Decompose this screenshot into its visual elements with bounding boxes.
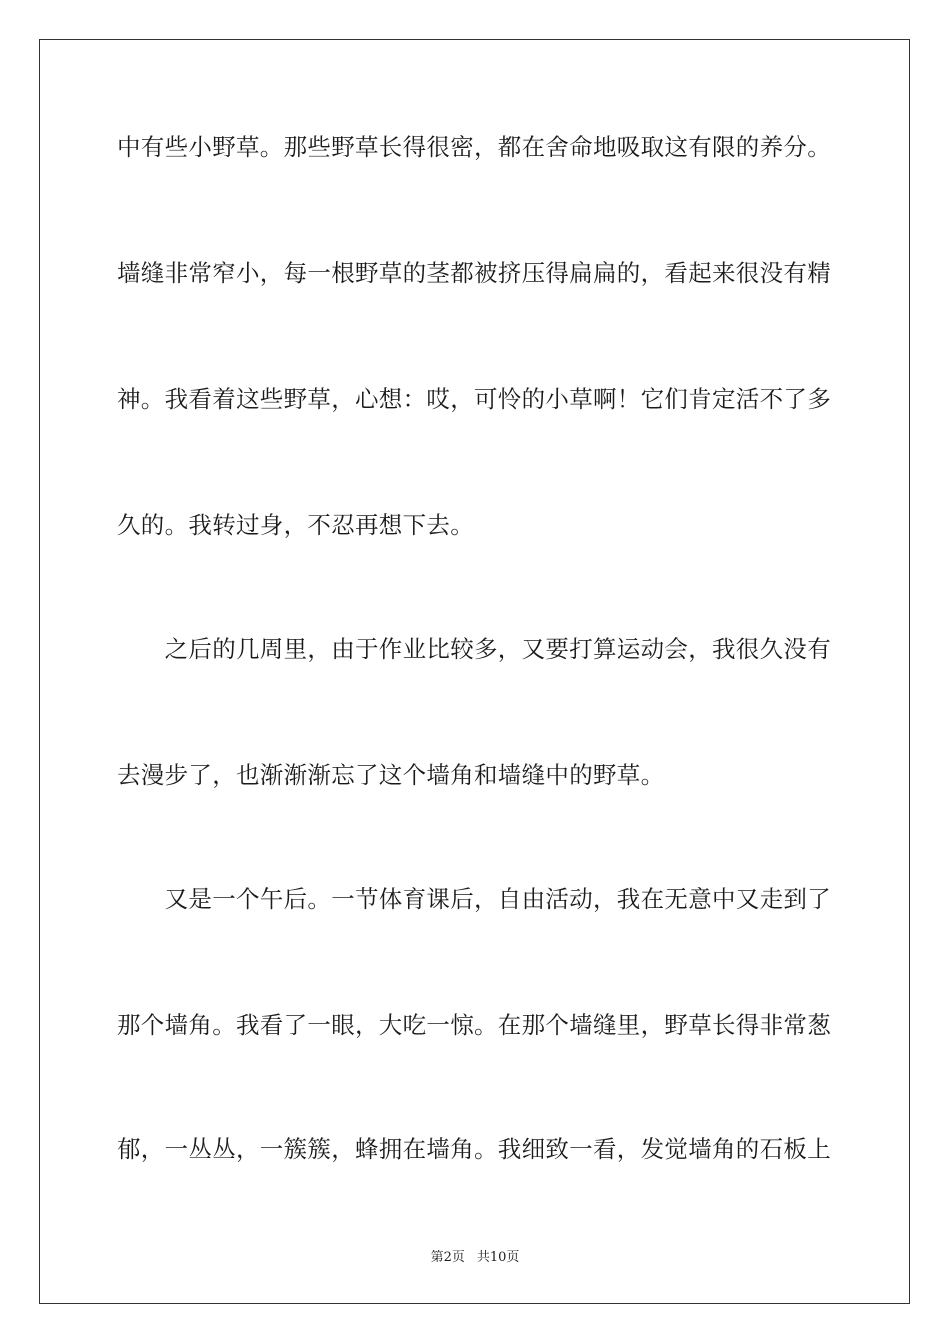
paragraph-start-line: 之后的几周里，由于作业比较多，又要打算运动会，我很久没有: [117, 635, 831, 663]
text-line: 那个墙角。我看了一眼，大吃一惊。在那个墙缝里，野草长得非常葱: [117, 1011, 831, 1039]
page-total: 共10页: [476, 1250, 520, 1265]
paragraph-start-line: 又是一个午后。一节体育课后，自由活动，我在无意中又走到了: [117, 885, 831, 913]
text-line: 去漫步了，也渐渐渐忘了这个墙角和墙缝中的野草。: [117, 761, 665, 789]
page-border: [39, 39, 910, 1304]
text-line: 神。我看着这些野草，心想：哎，可怜的小草啊！它们肯定活不了多: [117, 385, 831, 413]
text-line: 久的。我转过身，不忍再想下去。: [117, 511, 474, 539]
page-number: 第2页: [430, 1250, 465, 1265]
text-line: 墙缝非常窄小，每一根野草的茎都被挤压得扁扁的，看起来很没有精: [117, 259, 831, 287]
text-line: 中有些小野草。那些野草长得很密，都在舍命地吸取这有限的养分。: [117, 133, 831, 161]
page-footer: [0, 1246, 950, 1265]
text-line: 郁，一丛丛，一簇簇，蜂拥在墙角。我细致一看，发觉墙角的石板上: [117, 1135, 831, 1163]
